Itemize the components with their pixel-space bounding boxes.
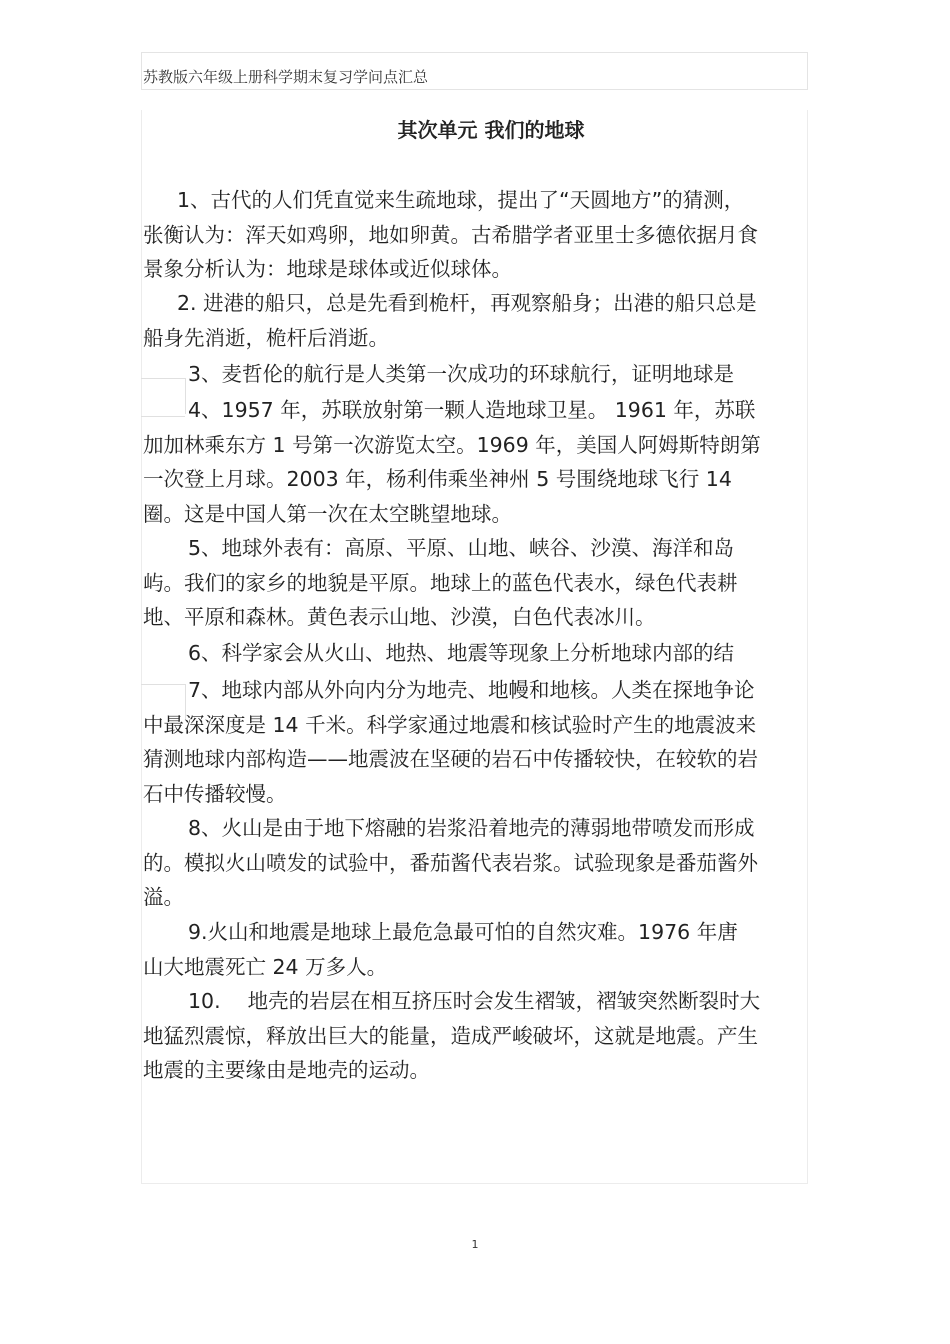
unit-title: 其次单元 我们的地球: [397, 118, 585, 142]
paragraph-line: 4、1957 年，苏联放射第一颗人造地球卫星。 1961 年，苏联: [188, 398, 756, 422]
paragraph-line: 2. 进港的船只，总是先看到桅杆，再观察船身；出港的船只总是: [177, 291, 757, 315]
paragraph-line: 地、平原和森林。黄色表示山地、沙漠，白色代表冰川。: [143, 605, 656, 629]
paragraph-line: 地震的主要缘由是地壳的运动。: [143, 1058, 430, 1082]
paragraph-line: 5、地球外表有：高原、平原、山地、峡谷、沙漠、海洋和岛: [188, 536, 735, 560]
paragraph-line: 9.火山和地震是地球上最危急最可怕的自然灾难。1976 年唐: [188, 920, 738, 944]
paragraph-2: [143, 286, 823, 355]
paragraph-line: 猜测地球内部构造——地震波在坚硬的岩石中传播较快，在较软的岩: [143, 747, 758, 771]
paragraph-10: [143, 984, 823, 1088]
paragraph-6: [143, 636, 823, 671]
paragraph-line: 溢。: [143, 885, 184, 909]
paragraph-7: [143, 673, 823, 811]
paragraph-line: 屿。我们的家乡的地貌是平原。地球上的蓝色代表水，绿色代表耕: [143, 570, 738, 595]
paragraph-line: 张衡认为：浑天如鸡卵，地如卵黄。古希腊学者亚里士多德依据月食: [143, 222, 758, 247]
paragraph-line: 1、古代的人们凭直觉来生疏地球，提出了“天圆地方”的猜测，: [177, 188, 745, 212]
page-number: 1: [471, 1238, 479, 1251]
paragraph-4: [143, 393, 823, 531]
paragraph-line: 一次登上月球。2003 年，杨利伟乘坐神州 5 号围绕地球飞行 14: [143, 467, 732, 491]
document-header: 苏教版六年级上册科学期末复习学问点汇总: [143, 68, 429, 86]
paragraph-3: [143, 357, 823, 392]
paragraph-line: 船身先消逝，桅杆后消逝。: [143, 325, 389, 350]
paragraph-line: 6、科学家会从火山、地热、地震等现象上分析地球内部的结: [188, 641, 735, 665]
paragraph-5: [143, 531, 823, 635]
paragraph-line: 圈。这是中国人第一次在太空眺望地球。: [143, 501, 512, 526]
paragraph-line: 的。模拟火山喷发的试验中，番茄酱代表岩浆。试验现象是番茄酱外: [143, 850, 758, 875]
paragraph-line: 景象分析认为：地球是球体或近似球体。: [143, 257, 512, 281]
paragraph-1: [143, 183, 823, 287]
paragraph-line: 8、火山是由于地下熔融的岩浆沿着地壳的薄弱地带喷发而形成: [188, 816, 755, 840]
paragraph-line: 3、麦哲伦的航行是人类第一次成功的环球航行，证明地球是: [188, 362, 735, 386]
paragraph-line: 10. 地壳的岩层在相互挤压时会发生褶皱，褶皱突然断裂时大: [188, 989, 761, 1013]
paragraph-9: [143, 915, 823, 984]
paragraph-8: [143, 811, 823, 915]
paragraph-line: 加加林乘东方 1 号第一次游览太空。1969 年，美国人阿姆斯特朗第: [143, 432, 761, 457]
paragraph-line: 石中传播较慢。: [143, 781, 287, 806]
paragraph-line: 地猛烈震惊，释放出巨大的能量，造成严峻破坏，这就是地震。产生: [143, 1023, 758, 1048]
paragraph-line: 中最深深度是 14 千米。科学家通过地震和核试验时产生的地震波来: [143, 712, 757, 737]
paragraph-line: 7、地球内部从外向内分为地壳、地幔和地核。人类在探地争论: [188, 678, 755, 702]
paragraph-line: 山大地震死亡 24 万多人。: [143, 954, 388, 979]
